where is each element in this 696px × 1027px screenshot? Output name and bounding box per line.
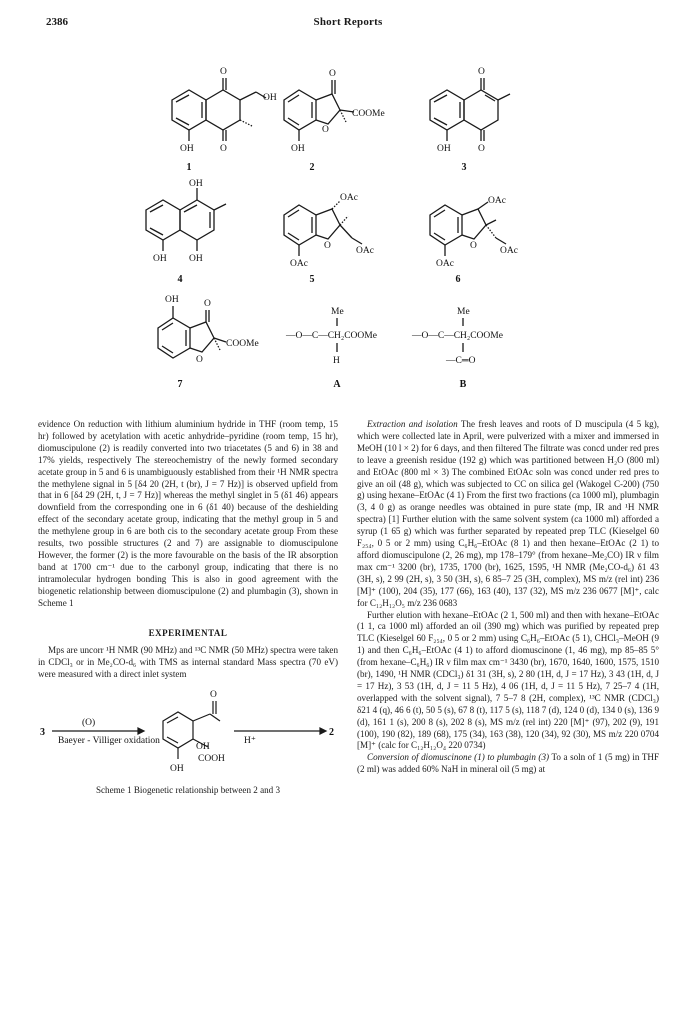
page-number: 2386: [46, 16, 68, 28]
compound-7-number: 7: [177, 379, 183, 390]
c5-label-0: OAc: [340, 193, 358, 203]
c7-label-2: O: [196, 355, 203, 365]
compound-4-number: 4: [177, 274, 183, 285]
compound-3-structure: [430, 78, 510, 141]
body-paragraph: evidence On reduction with lithium aluminium hydride in THF (room temp, 15 hr) followed by acetylation with acetic anhydride–pyridine (room temp, 15 hr), diomuscipulone (2) is readily converted into two triacetates (5 and 6) in 38 and 17% yields, respectively The stereochemistry of the newly formed secondary acetate group in 5 and 6 is unambiguously established from their ¹H NMR spectra the methylene signal in 5 [δ4 20 (2H, t (br), J = 7 Hz)] is observed upfield from that in 6 [δ4 29 (2H, t, J = 7 Hz)] whereas the methyl singlet in 5 (δ1 46) appears downfield from the corresponding one in 6 (δ1 40) because of the deshielding effect of the secondary acetate group, indicating that the methyl group in 5 and the methylene group in 6 are both cis to the secondary acetate group From these results, two possible structures (2 and 7) are assignable to diomuscipulone However, the former (2) is the more favourable on the basis of the IR absorption band at 1700 cm⁻¹ due to the carbonyl group, indicating that there is no intramolecular hydrogen bonding This is also in good agreement with the biogenetic relationship between diomuscipulone (2) and plumbagin (3), shown in Scheme 1: [38, 419, 338, 608]
cB-label-2: —C═O: [446, 356, 476, 366]
cA-label-2: H: [333, 356, 340, 366]
arrow1-bottom: Baeyer - Villiger oxidation: [58, 736, 160, 747]
c3-label-0: O: [478, 67, 485, 77]
c1-label-0: O: [220, 67, 227, 77]
scheme-1: [38, 681, 338, 777]
body-paragraph: [357, 419, 659, 610]
body-paragraph: [357, 752, 659, 776]
c7-label-3: COOMe: [226, 339, 259, 349]
c2-label-0: O: [329, 69, 336, 79]
compound-A-label: A: [333, 379, 341, 390]
c4-label-1: OH: [153, 254, 167, 264]
arrow2-label: H⁺: [244, 736, 256, 747]
c6-label-2: OAc: [436, 259, 454, 269]
c3-label-2: O: [478, 144, 485, 154]
int-label-2: COOH: [198, 754, 225, 765]
compound-7-structure: [158, 306, 226, 358]
int-label-0: O: [210, 690, 217, 701]
compound-2-structure: [284, 80, 354, 141]
int-label-1: OH: [196, 742, 210, 753]
compound-5-number: 5: [309, 274, 315, 285]
c6-label-1: OAc: [500, 246, 518, 256]
compound-4-structure: [146, 188, 226, 251]
c6-label-0: OAc: [488, 196, 506, 206]
compound-1-structure: [172, 78, 266, 141]
body-paragraph: Further elution with hexane–EtOAc (2 1, 500 ml) and then with hexane–EtOAc (1 1, ca 1000 ml) afforded an oil (390 mg) which was purified by repeated prep TLC (Kieselgel 60 F₂₅₄, 0 5 or 2 mm) using C₆H₆–EtOAc (5 1), CHCl₃–MeOH (9 1) and then C₆H₆–EtOAc (4 1) to afford diomuscinone (1, 46 mg), mp 85–85 5° (from hexane–C₆H₆) IR ν film max cm⁻¹ 3430 (br), 1670, 1640, 1600, 1575, 1510 (br), 1490, ¹H NMR (CDCl₃) δ1 31 (3H, s), 2 80 (1H, d, J = 17 Hz), 3 43 (1H, d, J = 17 Hz), 3 53 (1H, d, J = 11 5 Hz), 4 06 (1H, d, J = 11 5 Hz), 7 25–7 4 (1H, overlapped with the solvent signal), 7 5–7 8 (2H, complex), ¹³C NMR (CDCl₃) δ21 4 (q), 46 6 (t), 50 5 (s), 67 8 (t), 117 5 (s), 118 7 (d), 124 0 (d), 134 0 (s), 136 9 (d), 161 1 (s), 200 8 (s), 202 8 (s), MS m/z (rel int) 220 [M]⁺ (97), 202 (9), 191 (100), 190 (82), 189 (68), 175 (34), 163 (38), 120 (34), 92 (30), MS m/z 220 0704 [M]⁺ (calc for C₁₂H₁₂O₄ 220 0734): [357, 609, 659, 751]
cA-label-0: Me: [331, 307, 344, 317]
para-heading: Extraction and isolation: [367, 419, 458, 429]
c2-label-3: COOMe: [352, 109, 385, 119]
arrow1-top: (O): [82, 718, 96, 729]
c5-label-2: OAc: [290, 259, 308, 269]
body-paragraph: Mps are uncorr ¹H NMR (90 MHz) and ¹³C NMR (50 MHz) spectra were taken in CDCl₃ or in Me₂CO-d₆ with TMS as internal standard Mass spectra (70 eV) were measured with a direct inlet system: [38, 645, 338, 680]
cA-label-1: —O—C—CH₂COOMe: [286, 331, 377, 341]
running-head: Short Reports: [313, 16, 383, 28]
compound-5-structure: [284, 201, 362, 256]
cB-label-1: —O—C—CH₂COOMe: [412, 331, 503, 341]
compound-1-number: 1: [186, 162, 192, 173]
c1-label-3: O: [220, 144, 227, 154]
c6-label-3: O: [470, 241, 477, 251]
compound-6-structure: [430, 202, 506, 256]
int-label-3: OH: [170, 764, 184, 775]
scheme-diagram: [38, 681, 338, 777]
c4-label-2: OH: [189, 254, 203, 264]
c2-label-2: OH: [291, 144, 305, 154]
scheme-start: 3: [40, 727, 45, 739]
c2-label-1: O: [322, 125, 329, 135]
c5-label-3: O: [324, 241, 331, 251]
c7-label-1: O: [204, 299, 211, 309]
scheme-caption: Scheme 1 Biogenetic relationship between 2 and 3: [95, 785, 281, 796]
left-column: [38, 419, 338, 797]
compound-B-label: B: [459, 379, 467, 390]
para-text: To a soln of 1 (5 mg) in THF (2 ml) was added 60% NaH in mineral oil (5 mg) at: [357, 752, 660, 775]
compound-3-number: 3: [461, 162, 467, 173]
para-heading: Conversion of diomuscinone (1) to plumbagin (3): [367, 752, 550, 763]
c3-label-1: OH: [437, 144, 451, 154]
compound-6-number: 6: [455, 274, 461, 285]
c7-label-0: OH: [165, 295, 179, 305]
compound-2-number: 2: [309, 162, 315, 173]
structures-figure: [0, 0, 696, 420]
c1-label-2: OH: [180, 144, 194, 154]
scheme-end: 2: [329, 727, 334, 739]
para-text: The fresh leaves and roots of D muscipula (4 5 kg), which were collected late in April, were pulverized with a mixer and immersed in MeOH (10 l × 2) for 6 days, and then filtered The filtrate was concd under red pres to leave a greenish residue (192 g) which was partitioned between H₂O (800 ml) and EtOAc (800 ml × 3) The combined EtOAc soln was concd under red pres to give an oil (48 g), which was subjected to CC on silica gel (Wakogel C-200) (750 g) using hexane–EtOAc (4 1) From the first two fractions (ca 1000 ml), plumbagin (3, 4 0 g) as orange needles was obtained in pure state (mp, IR and ¹H NMR spectra) [1] Further elution with the same solvent system (ca 1000 ml) afforded a syrup (1 65 g) which was further separated by repeated prep TLC (Kieselgel 60 F₂₅₄, 0 5 or 2 mm) using C₆H₆–EtOAc (8 1) and then hexane–EtOAc (2 1) to afford diomuscipulone (2, 26 mg), mp 178–179° (from hexane–Me₂CO) IR ν film max cm⁻¹ 3200 (br), 1735, 1700 (br), 1625, 1595, ¹H NMR (Me₂CO-d₆) δ1 43 (3H, s), 2 99 (2H, s), 3 50 (3H, s), 6 85–7 25 (3H, complex), MS m/z (rel int) 236 [M]⁺ (100), 204 (35), 177 (66), 163 (40), 137 (32), MS m/z 236 0677 [M]⁺, calc for C₁₂H₁₂O₅ m/z 236 0683: [357, 419, 659, 608]
section-title: EXPERIMENTAL: [148, 627, 228, 638]
cB-label-0: Me: [457, 307, 470, 317]
c5-label-1: OAc: [356, 246, 374, 256]
c1-label-1: OH: [263, 93, 277, 103]
c4-label-0: OH: [189, 179, 203, 189]
right-column: [357, 419, 659, 776]
